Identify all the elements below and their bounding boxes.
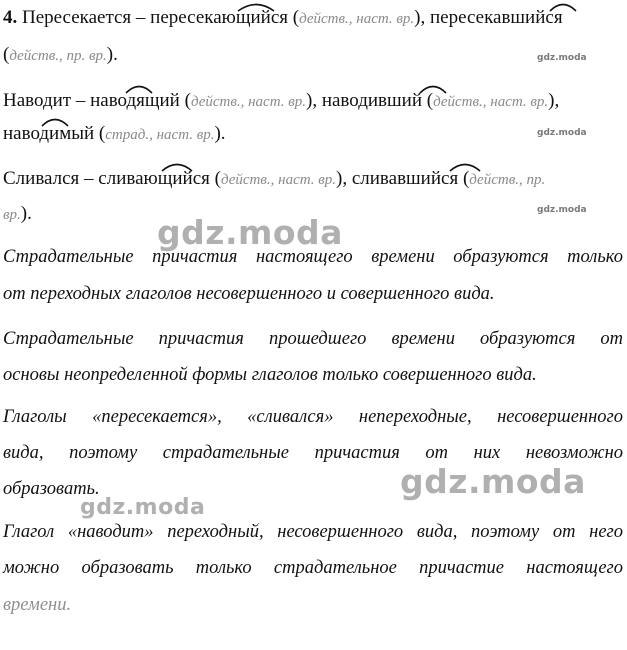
text: Наводит – наводящий (: [3, 90, 191, 111]
explanation-1-line-1: Страдательные причастия настоящего времени образуются только: [3, 247, 623, 267]
suffix-arc-icon: [448, 160, 482, 172]
suffix-arc-icon: [160, 160, 194, 172]
explanation-3-line-1: Глаголы «пересекается», «сливался» непереходные, несовершенного: [3, 407, 623, 427]
text: ).: [106, 44, 118, 65]
text: ),: [548, 90, 560, 111]
watermark-logo: gdz.moda: [80, 495, 206, 520]
watermark: gdz.moda: [537, 128, 587, 138]
explanation-4-line-2: можно образовать только страдательное причастие настоящего: [3, 558, 623, 578]
text: ).: [20, 203, 32, 224]
suffix-arc-icon: [124, 82, 154, 94]
watermark: gdz.moda: [537, 205, 587, 215]
grammar-note: действ., пр. вр.: [9, 48, 107, 64]
explanation-2-line-1: Страдательные причастия прошедшего времени образуются от: [3, 329, 623, 349]
task-number: 4.: [3, 7, 18, 28]
grammar-note: страд., наст. вр.: [105, 127, 215, 143]
watermark-logo: gdz.moda: [157, 213, 343, 252]
suffix-arc-icon: [40, 115, 70, 127]
grammar-note: действ., наст. вр.: [433, 94, 549, 110]
watermark: gdz.moda: [537, 53, 587, 63]
explanation-3-line-3: образовать.: [3, 479, 100, 499]
grammar-note: действ., пр.: [469, 172, 546, 188]
text: (: [3, 44, 10, 65]
text: ), наводивший (: [306, 90, 434, 111]
task-line-6: [3, 203, 32, 226]
grammar-note: вр.: [3, 207, 21, 223]
text: ).: [214, 123, 226, 144]
explanation-1-line-2: от переходных глаголов несовершенного и совершенного вида.: [3, 284, 495, 304]
text: ), сливавшийся (: [336, 168, 470, 189]
text: Пересекается – пересекающийся (: [22, 7, 300, 28]
grammar-note: действ., наст. вр.: [299, 11, 415, 27]
suffix-arc-icon: [548, 0, 578, 12]
task-line-1: [3, 7, 563, 30]
explanation-3-line-2: вида, поэтому страдательные причастия от них невозможно: [3, 443, 623, 463]
suffix-arc-icon: [236, 0, 276, 12]
grammar-note: действ., наст. вр.: [220, 172, 337, 188]
task-line-2: [3, 44, 118, 67]
watermark-logo: gdz.moda: [400, 462, 586, 501]
grammar-note: действ., наст. вр.: [190, 94, 306, 110]
text: ), пересекавшийся: [414, 7, 563, 28]
task-line-3: [3, 90, 559, 113]
suffix-arc-icon: [418, 82, 448, 94]
explanation-4-line-1: Глагол «наводит» переходный, несовершенного вида, поэтому от него: [3, 522, 623, 542]
text: наводимый (: [3, 123, 106, 144]
task-line-4: [3, 123, 226, 146]
text: Сливался – сливающийся (: [3, 168, 221, 189]
explanation-4-line-3: времени.: [3, 595, 72, 615]
explanation-2-line-2: основы неопределенной формы глаголов только совершенного вида.: [3, 365, 537, 385]
